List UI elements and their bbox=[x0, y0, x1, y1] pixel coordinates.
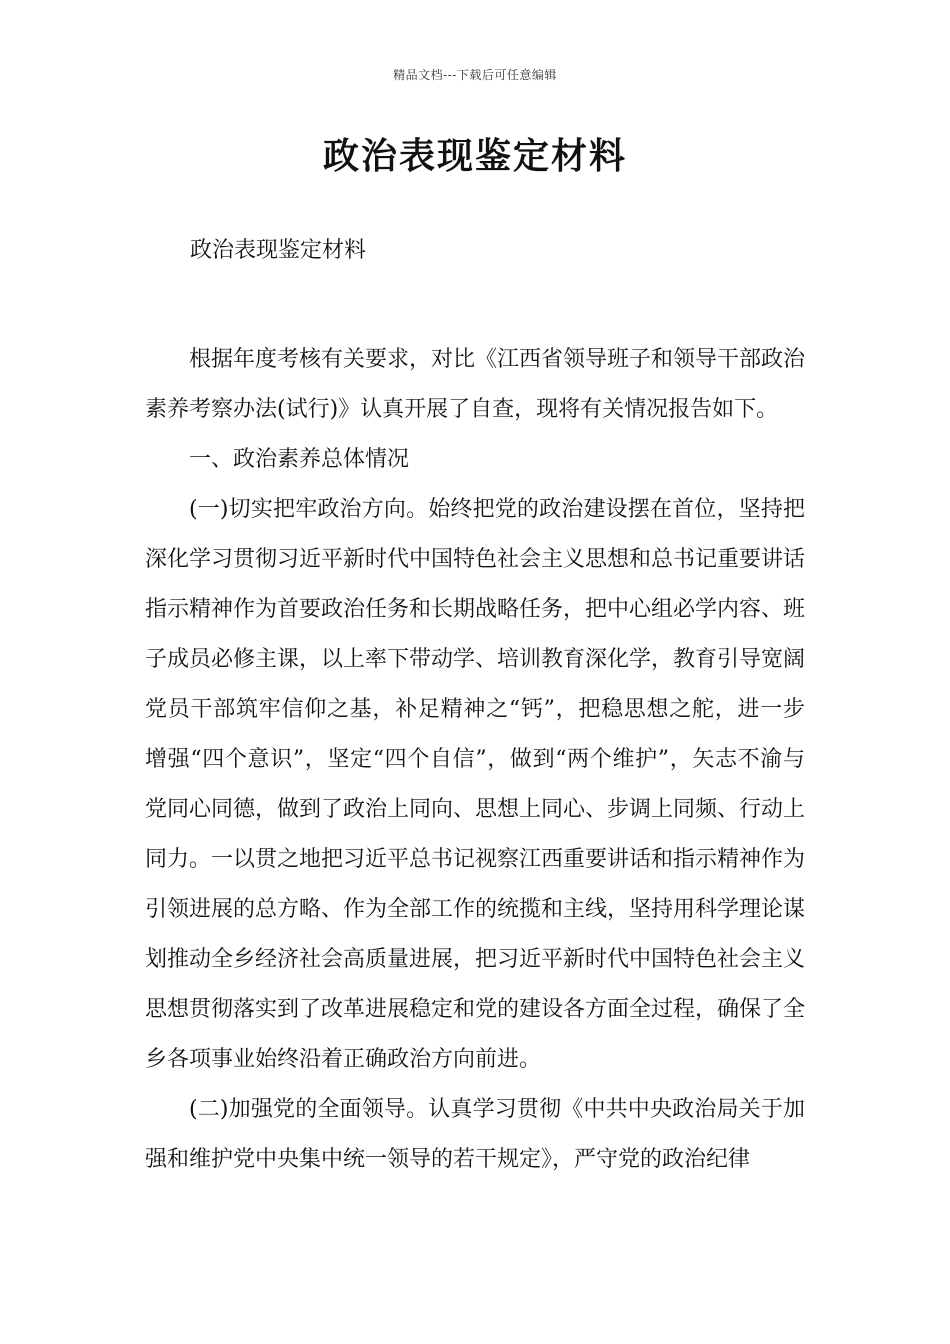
paragraph-political-direction: (一)切实把牢政治方向。始终把党的政治建设摆在首位，坚持把深化学习贯彻习近平新时代中国特色社会主义思想和总书记重要讲话指示精神作为首要政治任务和长期战略任务，把中心组必学内容、班子成员必修主课，以上率下带动学、培训教育深化学，教育引导宽阔党员干部筑牢信仰之基，补足精神之“钙”，把稳思想之舵，进一步增强“四个意识”，坚定“四个自信”，做到“两个维护”，矢志不渝与党同心同德，做到了政治上同向、思想上同心、步调上同频、行动上同力。一以贯之地把习近平总书记视察江西重要讲话和指示精神作为引领进展的总方略、作为全部工作的统揽和主线，坚持用科学理论谋划推动全乡经济社会高质量进展，把习近平新时代中国特色社会主义思想贯彻落实到了改革进展稳定和党的建设各方面全过程，确保了全乡各项事业始终沿着正确政治方向前进。 bbox=[145, 497, 806, 1072]
paragraph-party-leadership: (二)加强党的全面领导。认真学习贯彻《中共中央政治局关于加强和维护党中央集中统一领导的若干规定》，严守党的政治纪律 bbox=[145, 1097, 805, 1172]
document-body bbox=[145, 335, 805, 1185]
document-title: 政治表现鉴定材料 bbox=[322, 135, 627, 177]
document-subtitle: 政治表现鉴定材料 bbox=[190, 238, 367, 263]
paragraph-intro: 根据年度考核有关要求，对比《江西省领导班子和领导干部政治素养考察办法(试行)》认真开展了自查，现将有关情况报告如下。 bbox=[145, 347, 806, 422]
section-heading: 一、政治素养总体情况 bbox=[189, 447, 410, 472]
header-note: 精品文档---下载后可任意编辑 bbox=[393, 68, 557, 82]
